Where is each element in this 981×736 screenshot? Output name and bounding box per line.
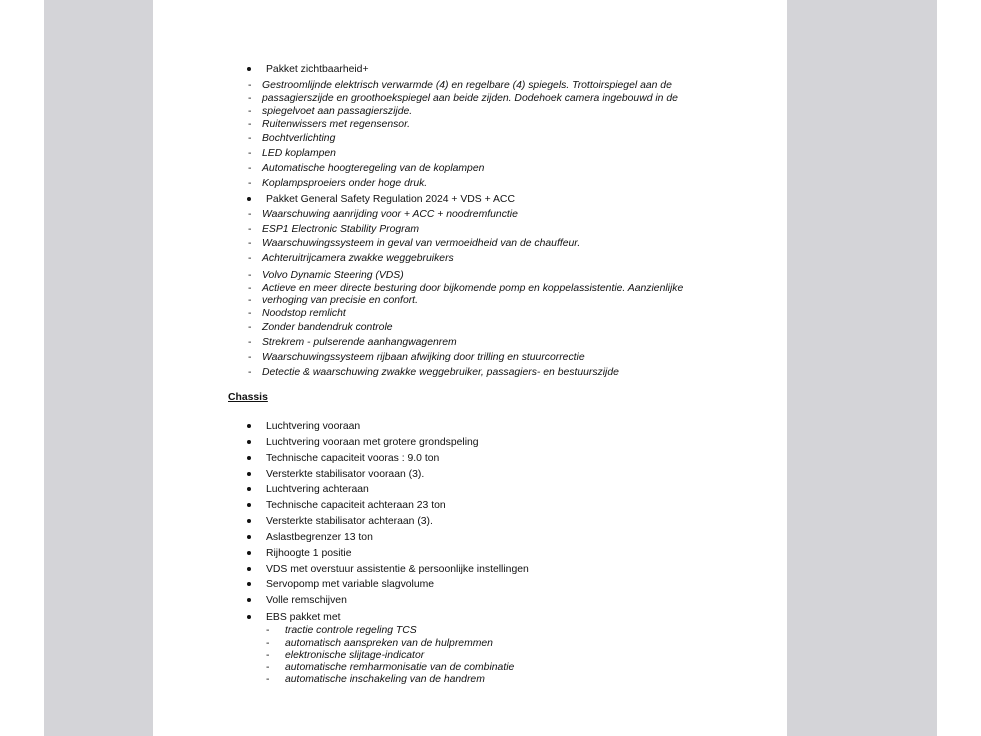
item-text: Gestroomlijnde elektrisch verwarmde (4) en regelbare (4) spiegels. Trottoirspiegel aan de [262, 80, 672, 91]
dash-marker: - [248, 224, 252, 235]
bullet-text: Rijhoogte 1 positie [266, 548, 352, 559]
bullet-text: Pakket zichtbaarheid+ [266, 64, 369, 75]
bullet-icon [247, 503, 251, 507]
section-heading-chassis: Chassis [228, 392, 268, 403]
bullet-text: EBS pakket met [266, 612, 341, 623]
dash-marker: - [248, 295, 252, 306]
dash-marker: - [248, 148, 252, 159]
item-text: Detectie & waarschuwing zwakke weggebruiker, passagiers- en bestuurszijde [262, 367, 619, 378]
document-page [153, 0, 787, 736]
item-text: automatisch aanspreken van de hulpremmen [285, 638, 493, 649]
item-text: Waarschuwingssysteem rijbaan afwijking door trilling en stuurcorrectie [262, 352, 585, 363]
item-text: Bochtverlichting [262, 133, 336, 144]
bullet-text: Luchtvering vooraan met grotere grondspeling [266, 437, 479, 448]
bullet-text: VDS met overstuur assistentie & persoonlijke instellingen [266, 564, 529, 575]
bullet-icon [247, 615, 251, 619]
item-text: elektronische slijtage-indicator [285, 650, 425, 661]
bullet-icon [247, 582, 251, 586]
dash-marker: - [266, 674, 270, 685]
dash-marker: - [248, 106, 252, 117]
item-text: Volvo Dynamic Steering (VDS) [262, 270, 404, 281]
dash-marker: - [248, 238, 252, 249]
bullet-icon [247, 598, 251, 602]
dash-marker: - [248, 283, 252, 294]
item-text: Waarschuwingssysteem in geval van vermoeidheid van de chauffeur. [262, 238, 581, 249]
dash-marker: - [248, 308, 252, 319]
dash-marker: - [248, 133, 252, 144]
item-text: Koplampsproeiers onder hoge druk. [262, 178, 428, 189]
item-text: spiegelvoet aan passagierszijde. [262, 106, 413, 117]
bullet-text: Pakket General Safety Regulation 2024 + VDS + ACC [266, 194, 515, 205]
item-text: automatische remharmonisatie van de combinatie [285, 662, 515, 673]
dash-marker: - [248, 119, 252, 130]
bullet-text: Servopomp met variable slagvolume [266, 579, 435, 590]
bullet-icon [247, 67, 251, 71]
item-text: Waarschuwing aanrijding voor + ACC + noodremfunctie [262, 209, 518, 220]
bullet-text: Volle remschijven [266, 595, 347, 606]
left-gutter [44, 0, 153, 736]
bullet-icon [247, 456, 251, 460]
dash-marker: - [266, 650, 270, 661]
dash-marker: - [248, 209, 252, 220]
bullet-icon [247, 487, 251, 491]
item-text: Actieve en meer directe besturing door bijkomende pomp en koppelassistentie. Aanzienlijke [262, 283, 684, 294]
dash-marker: - [248, 80, 252, 91]
bullet-icon [247, 535, 251, 539]
bullet-icon [247, 551, 251, 555]
dash-marker: - [248, 270, 252, 281]
dash-marker: - [266, 662, 270, 673]
bullet-icon [247, 424, 251, 428]
dash-marker: - [248, 367, 252, 378]
bullet-icon [247, 197, 251, 201]
item-text: ESP1 Electronic Stability Program [262, 224, 420, 235]
item-text: LED koplampen [262, 148, 336, 159]
bullet-text: Versterkte stabilisator achteraan (3). [266, 516, 433, 527]
dash-marker: - [248, 352, 252, 363]
dash-marker: - [248, 163, 252, 174]
item-text: automatische inschakeling van de handrem [285, 674, 485, 685]
item-text: Strekrem - pulserende aanhangwagenrem [262, 337, 457, 348]
bullet-text: Technische capaciteit vooras : 9.0 ton [266, 453, 440, 464]
bullet-icon [247, 440, 251, 444]
bullet-text: Aslastbegrenzer 13 ton [266, 532, 373, 543]
bullet-text: Luchtvering vooraan [266, 421, 361, 432]
dash-marker: - [248, 93, 252, 104]
dash-marker: - [248, 178, 252, 189]
bullet-text: Versterkte stabilisator vooraan (3). [266, 469, 425, 480]
right-gutter [787, 0, 937, 736]
item-text: Automatische hoogteregeling van de koplampen [262, 163, 485, 174]
item-text: passagierszijde en groothoekspiegel aan beide zijden. Dodehoek camera ingebouwd in de [262, 93, 678, 104]
item-text: Ruitenwissers met regensensor. [262, 119, 411, 130]
dash-marker: - [266, 638, 270, 649]
item-text: Noodstop remlicht [262, 308, 346, 319]
item-text: tractie controle regeling TCS [285, 625, 417, 636]
bullet-icon [247, 519, 251, 523]
item-text: verhoging van precisie en confort. [262, 295, 418, 306]
bullet-text: Luchtvering achteraan [266, 484, 369, 495]
bullet-text: Technische capaciteit achteraan 23 ton [266, 500, 446, 511]
dash-marker: - [266, 625, 270, 636]
item-text: Zonder bandendruk controle [262, 322, 393, 333]
dash-marker: - [248, 337, 252, 348]
bullet-icon [247, 567, 251, 571]
dash-marker: - [248, 322, 252, 333]
dash-marker: - [248, 253, 252, 264]
item-text: Achteruitrijcamera zwakke weggebruikers [262, 253, 454, 264]
bullet-icon [247, 472, 251, 476]
